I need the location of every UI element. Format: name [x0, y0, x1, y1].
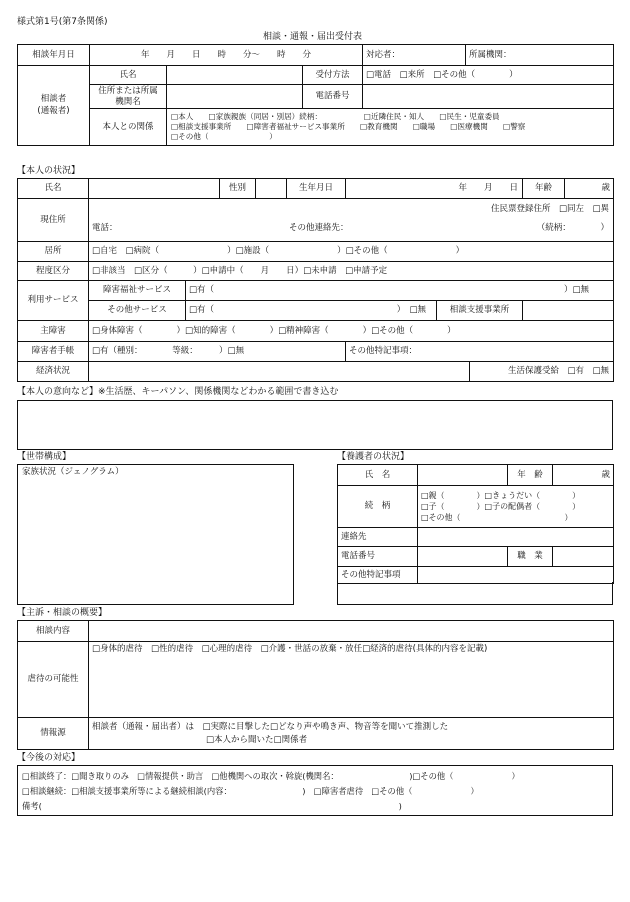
- future-heading: 【今後の対応】: [17, 753, 81, 763]
- disability-options[interactable]: □身体障害（ ）□知的障害（ ）□精神障害（ ）□その他（ ）: [89, 321, 614, 342]
- guardian-heading: 【養護者の状況】: [337, 452, 410, 462]
- address-phone: 電話：: [92, 222, 118, 233]
- guardian-relation-line-3: □その他（ ）: [421, 513, 573, 523]
- future-remarks: 備考( ): [22, 800, 402, 811]
- residence-options[interactable]: □自宅 □病院（ ）□施設（ ）□その他（ ）: [89, 242, 614, 262]
- guardian-notes-label: その他特記事項: [338, 567, 418, 584]
- age-label: 年齢: [523, 179, 565, 199]
- guardian-job-field[interactable]: [553, 547, 614, 567]
- welfare-benefit[interactable]: 生活保護受給 □有 □無: [470, 362, 614, 382]
- economy-label: 経済状況: [18, 362, 89, 382]
- form-title: 相談・通報・届出受付表: [263, 32, 363, 42]
- other-service-yes: □有（: [189, 305, 215, 316]
- birth-label: 生年月日: [287, 179, 346, 199]
- summary-table: [17, 620, 614, 750]
- gender-label: 性別: [220, 179, 256, 199]
- consultant-name-field[interactable]: [167, 66, 303, 85]
- form-number: 様式第1号(第7条関係): [17, 17, 108, 27]
- person-name-field[interactable]: [89, 179, 220, 199]
- guardian-contact-field[interactable]: [418, 528, 614, 547]
- content-label: 相談内容: [18, 621, 89, 642]
- future-line-2: □相談継続：□相談支援事業所等による継続相談(内容： ) □障害者虐待 □その他（ ）: [22, 785, 479, 796]
- contact-relation: （続柄： ）: [536, 222, 610, 233]
- consultant-phone-field[interactable]: [363, 85, 614, 109]
- handler-field[interactable]: 対応者：: [363, 45, 466, 66]
- grade-label: 程度区分: [18, 262, 89, 281]
- consult-date-label: 相談年月日: [18, 45, 90, 66]
- guardian-relation-line-1: □親（ ）□きょうだい（ ）: [421, 490, 581, 500]
- guardian-job-label: 職 業: [508, 547, 553, 567]
- content-field[interactable]: [89, 621, 614, 642]
- consultant-label: 相談者 (通報者): [18, 66, 90, 146]
- guardian-table: [337, 464, 614, 584]
- future-line-1: □相談終了：□聞き取りのみ □情報提供・助言 □他機関への取次・斡旋(機関名： )□その他（ ）: [22, 771, 520, 781]
- handbook-notes[interactable]: その他特記事項：: [346, 342, 614, 362]
- abuse-options[interactable]: □身体的虐待 □性的虐待 □心理的虐待 □介護・世話の放棄・放任□経済的虐待(具体的内容を記載): [89, 642, 614, 718]
- other-service-no: ） □無: [396, 305, 427, 315]
- guardian-phone-label: 電話番号: [338, 547, 418, 567]
- consultant-name-label: 氏名: [90, 66, 167, 85]
- guardian-age-field[interactable]: 歳: [553, 465, 614, 486]
- handbook-options[interactable]: □有（種別： 等級： ）□無: [89, 342, 346, 362]
- address-label: 現住所: [18, 199, 89, 242]
- guardian-age-label: 年 齢: [508, 465, 553, 486]
- person-table: [17, 178, 614, 382]
- relation-line-3: □その他（ ）: [171, 132, 277, 142]
- source-label: 情報源: [18, 718, 89, 750]
- genogram-box[interactable]: [17, 464, 294, 605]
- source-options[interactable]: [89, 718, 614, 750]
- other-contact: その他連絡先：: [289, 222, 349, 233]
- welfare-service-no: ）□無: [564, 285, 590, 295]
- reception-label: 受付方法: [303, 66, 363, 85]
- guardian-relation-label: 続 柄: [338, 486, 418, 528]
- gender-field[interactable]: [256, 179, 287, 199]
- guardian-contact-label: 連絡先: [338, 528, 418, 547]
- grade-options[interactable]: □非該当 □区分（ ）□申請中（ 月 日）□未申請 □申請予定: [89, 262, 614, 281]
- handbook-label: 障害者手帳: [18, 342, 89, 362]
- guardian-notes-field[interactable]: [418, 567, 614, 584]
- household-heading: 【世帯構成】: [17, 452, 72, 462]
- relation-options[interactable]: [167, 109, 614, 146]
- relation-line-2: □相談支援事業所 □障害者福祉サービス事業所 □教育機関 □職場 □医療機関 □警察: [171, 121, 526, 131]
- welfare-service-label: 障害福祉サービス: [89, 281, 186, 301]
- guardian-name-label: 氏 名: [338, 465, 418, 486]
- disability-label: 主障害: [18, 321, 89, 342]
- guardian-relation-line-2: □子（ ）□子の配偶者（ ）: [421, 501, 581, 511]
- source-line-1: 相談者（通報・届出者）は □実際に目撃した□どなり声や鳴き声、物音等を聞いて推測した: [92, 721, 449, 732]
- resident-reg: 住民票登録住所 □同左 □異: [490, 204, 610, 214]
- support-office-label: 相談支援事業所: [437, 301, 523, 321]
- consultant-address-label: 住所または所属 機関名: [90, 85, 167, 109]
- consultant-phone-label: 電話番号: [303, 85, 363, 109]
- guardian-notes-area[interactable]: [337, 582, 613, 605]
- consultant-table: [17, 44, 614, 146]
- future-box[interactable]: [17, 765, 613, 816]
- source-line-2: □本人から聞いた□関係者: [206, 734, 308, 745]
- guardian-name-field[interactable]: [418, 465, 508, 486]
- agency-field[interactable]: 所属機関：: [466, 45, 614, 66]
- relation-line-1: □本人 □家族親族（同居・別居）続柄： □近隣住民・知人 □民生・児童委員: [171, 111, 500, 121]
- intent-field[interactable]: [17, 400, 613, 450]
- person-name-label: 氏名: [18, 179, 89, 199]
- consult-date-field[interactable]: 年 月 日 時 分～ 時 分: [90, 45, 363, 66]
- reception-options[interactable]: □電話 □来所 □その他（ ）: [363, 66, 614, 85]
- other-service-label: その他サービス: [89, 301, 186, 321]
- relation-label: 本人との関係: [90, 109, 167, 146]
- genogram-label: 家族状況（ジェノグラム）: [22, 467, 124, 477]
- intent-heading: 【本人の意向など】※生活歴、キーパソン、関係機関などわかる範囲で書き込む: [17, 387, 339, 397]
- age-field[interactable]: 歳: [565, 179, 614, 199]
- economy-field[interactable]: [89, 362, 470, 382]
- guardian-relation-options[interactable]: [418, 486, 614, 528]
- abuse-label: 虐待の可能性: [18, 642, 89, 718]
- service-label: 利用サービス: [18, 281, 89, 321]
- birth-field[interactable]: 年 月 日: [346, 179, 523, 199]
- residence-label: 居所: [18, 242, 89, 262]
- person-heading: 【本人の状況】: [17, 166, 81, 176]
- consultant-address-field[interactable]: [167, 85, 303, 109]
- address-field[interactable]: [89, 199, 614, 242]
- guardian-phone-field[interactable]: [418, 547, 508, 567]
- welfare-service-field[interactable]: [186, 281, 614, 301]
- summary-heading: 【主訴・相談の概要】: [17, 608, 108, 618]
- other-service-field[interactable]: [186, 301, 437, 321]
- support-office-field[interactable]: [523, 301, 614, 321]
- welfare-service-yes: □有（: [189, 285, 215, 296]
